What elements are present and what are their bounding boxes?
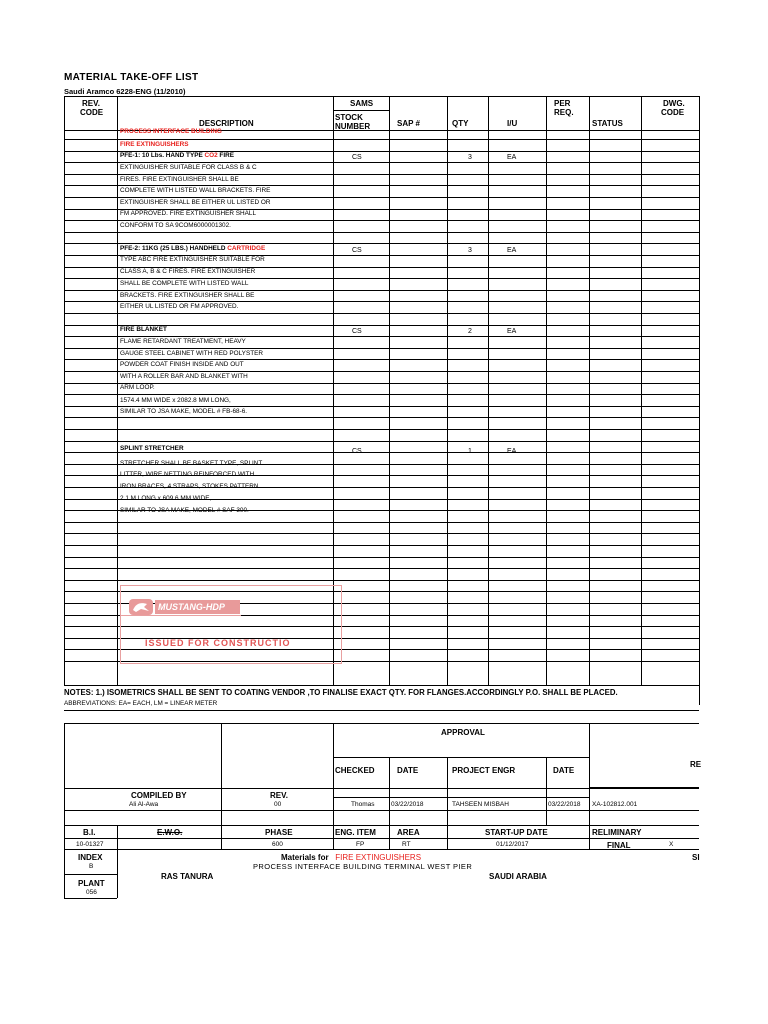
header-qty: QTY <box>452 119 469 128</box>
phase-value: 600 <box>272 841 283 848</box>
item-3-title: FIRE BLANKET <box>120 326 167 333</box>
table-row-line <box>64 290 699 291</box>
item-3-line: 1574.4 MM WIDE x 2082.8 MM LONG, <box>120 397 231 404</box>
table-row-line <box>64 313 699 314</box>
section-building: PROCESS INTERFACE BUILDING <box>120 128 222 135</box>
item-4-line: 2.1 M LONG x 609.6 MM WIDE, <box>120 495 212 502</box>
header-sap: SAP # <box>397 119 420 128</box>
re-label: RE <box>690 760 702 769</box>
table-border <box>64 96 699 97</box>
checked-label: CHECKED <box>335 766 375 775</box>
notes: NOTES: 1.) ISOMETRICS SHALL BE SENT TO COATING VENDOR ,TO FINALISE EXACT QTY. FOR FLANGES.ACCORDINGLY P.O. SHALL BE PLACED. <box>64 688 618 697</box>
table-row-line <box>64 278 699 279</box>
item-3-line: ARM LOOP. <box>120 384 155 391</box>
table-row-line <box>64 394 699 395</box>
materials-for: Materials for FIRE EXTINGUISHERS <box>281 853 422 862</box>
table-row-line <box>64 336 699 337</box>
eng-item-label: ENG. ITEM <box>335 828 376 837</box>
item-1-line: FM APPROVED. FIRE EXTINGUISHER SHALL <box>120 210 257 217</box>
table-row-line <box>64 545 699 546</box>
header-iu: I/U <box>507 119 518 128</box>
table-row-line <box>64 359 699 360</box>
table-right-border <box>699 96 700 705</box>
table-column-line <box>488 96 489 685</box>
table-row-line <box>64 174 699 175</box>
item-1-line: FIRES. FIRE EXTINGUISHER SHALL BE <box>120 176 239 183</box>
phase-label: PHASE <box>265 828 293 837</box>
item-4-line: STRETCHER SHALL BE BASKET TYPE, SPLINT <box>120 460 263 467</box>
table-row-line <box>64 557 699 558</box>
bottom-line <box>64 898 117 899</box>
item-1-line: COMPLETE WITH LISTED WALL BRACKETS. FIRE <box>120 187 271 194</box>
approval-top-border <box>64 710 699 711</box>
drawing-subtitle: PROCESS INTERFACE BUILDING TERMINAL WEST PIER <box>253 862 473 871</box>
header-stock-number: NUMBER <box>335 122 371 131</box>
item-4-qty: 1 <box>468 448 472 455</box>
item-3-iu: EA <box>507 328 517 335</box>
approval-col <box>447 757 448 825</box>
table-column-line <box>64 96 65 685</box>
approval-line <box>64 810 699 811</box>
table-column-line <box>117 96 118 685</box>
checked-date-value: 03/22/2018 <box>391 801 424 808</box>
startup-date-value: 01/12/2017 <box>496 841 529 848</box>
item-1-title: PFE-1: 10 Lbs. HAND TYPE CO2 FIRE <box>120 152 234 159</box>
bottom-line <box>64 825 699 826</box>
header-status: STATUS <box>592 119 623 128</box>
item-4-line: IRON BRACES, 4 STRAPS, STOKES PATTERN. <box>120 483 261 490</box>
sams-divider <box>333 110 389 111</box>
final-mark: X <box>669 841 674 848</box>
abbreviations: ABBREVIATIONS: EA= EACH, LM = LINEAR METER <box>64 700 218 707</box>
item-4-stock: CS <box>352 448 362 455</box>
bottom-line <box>64 849 699 850</box>
sheet-label: SI <box>692 853 700 862</box>
table-column-line <box>589 96 590 685</box>
header-per: PER <box>554 99 571 108</box>
item-2-line: TYPE ABC FIRE EXTINGUISHER SUITABLE FOR <box>120 256 265 263</box>
item-2-line: BRACKETS. FIRE EXTINGUISHER SHALL BE <box>120 292 255 299</box>
bottom-col <box>333 825 334 849</box>
header-rev-code: CODE <box>80 108 104 117</box>
table-row-line <box>64 139 699 140</box>
engr-date-value: 03/22/2018 <box>548 801 581 808</box>
item-2-line: EITHER UL LISTED OR FM APPROVED. <box>120 303 239 310</box>
table-row-line <box>64 406 699 407</box>
approval-col <box>389 757 390 825</box>
checked-value: Thomas <box>351 801 375 808</box>
table-row-line <box>64 243 699 244</box>
index-label: INDEX <box>78 853 103 862</box>
approval-line <box>333 797 589 798</box>
bottom-line <box>64 838 699 839</box>
approval-col <box>546 757 547 825</box>
item-4-line: LITTER, WIRE NETTING REINFORCED WITH <box>120 471 255 478</box>
date-label: DATE <box>397 766 419 775</box>
preliminary-label: RELIMINARY <box>592 828 642 837</box>
date-label-2: DATE <box>553 766 575 775</box>
item-1-stock: CS <box>352 154 362 161</box>
item-1-line: EXTINGUISHER SUITABLE FOR CLASS B & C <box>120 164 257 171</box>
approval-line <box>64 723 699 724</box>
bottom-col <box>64 825 65 898</box>
mustang-logo-icon <box>129 599 153 615</box>
item-2-iu: EA <box>507 247 517 254</box>
item-3-line: POWDER COAT FINISH INSIDE AND OUT <box>120 361 244 368</box>
item-1-iu: EA <box>507 154 517 161</box>
startup-date-label: START-UP DATE <box>485 828 548 837</box>
plant-label: PLANT <box>78 879 105 888</box>
rev-label: REV. <box>270 791 288 800</box>
table-row-line <box>64 383 699 384</box>
table-row-line <box>64 533 699 534</box>
project-engr-label: PROJECT ENGR <box>452 766 516 775</box>
rev-value: 00 <box>274 801 282 808</box>
table-column-line <box>641 96 642 685</box>
item-4-title: SPLINT STRETCHER <box>120 445 184 452</box>
ras-tanura: RAS TANURA <box>161 872 214 881</box>
table-row-line <box>64 232 699 233</box>
area-value: RT <box>402 841 411 848</box>
item-4-line: SIMILAR TO JSA MAKE, MODEL # SAF 300. <box>120 507 249 514</box>
approval-line <box>64 788 699 789</box>
table-row-line <box>64 162 699 163</box>
table-row-line <box>64 371 699 372</box>
issued-for-construction: ISSUED FOR CONSTRUCTIO <box>145 638 291 648</box>
bottom-col <box>389 825 390 849</box>
approval-label: APPROVAL <box>441 728 485 737</box>
table-row-line <box>64 441 699 442</box>
header-req: REQ. <box>554 108 574 117</box>
bottom-col <box>447 825 448 849</box>
plant-value: 056 <box>86 889 97 896</box>
page-title: MATERIAL TAKE-OFF LIST <box>64 72 199 83</box>
item-3-line: SIMILAR TO JSA MAKE, MODEL # FB-68-6. <box>120 408 248 415</box>
bottom-col <box>221 825 222 849</box>
header-stock: STOCK <box>335 113 363 122</box>
final-label: FINAL <box>607 841 631 850</box>
item-3-stock: CS <box>352 328 362 335</box>
item-2-line: CLASS A, B & C FIRES. FIRE EXTINGUISHER <box>120 268 256 275</box>
table-row-line <box>64 348 699 349</box>
form-number: Saudi Aramco 6228-ENG (11/2010) <box>64 87 186 96</box>
table-row-line <box>64 185 699 186</box>
bottom-col <box>589 825 590 849</box>
item-1-line: CONFORM TO SA 9COM6000001302. <box>120 222 231 229</box>
header-dwg: DWG. <box>663 99 685 108</box>
table-row-line <box>64 580 699 581</box>
item-3-qty: 2 <box>468 328 472 335</box>
item-2-qty: 3 <box>468 247 472 254</box>
eng-item-value: FP <box>356 841 365 848</box>
item-3-line: WITH A ROLLER BAR AND BLANKET WITH <box>120 373 248 380</box>
table-row-line <box>64 568 699 569</box>
item-1-qty: 3 <box>468 154 472 161</box>
table-row-line <box>64 522 699 523</box>
section-fire-extinguishers: FIRE EXTINGUISHERS <box>120 141 189 148</box>
bi-value: 10-01327 <box>76 841 104 848</box>
project-engr-value: TAHSEEN MISBAH <box>452 801 509 808</box>
table-row-line <box>64 417 699 418</box>
mustang-logo-text: MUSTANG-HDP <box>155 600 240 614</box>
index-value: B <box>89 863 94 870</box>
item-2-stock: CS <box>352 247 362 254</box>
document-number: XA-102812.001 <box>592 801 638 808</box>
item-3-line: FLAME RETARDANT TREATMENT, HEAVY <box>120 338 246 345</box>
compiled-by-value: Ali Al-Awa <box>129 801 159 808</box>
table-row-line <box>64 301 699 302</box>
construction-stamp <box>120 585 342 664</box>
table-row-line <box>64 429 699 430</box>
item-4-iu: EA <box>507 448 517 455</box>
header-rev: REV. <box>82 99 100 108</box>
table-row-line <box>64 220 699 221</box>
approval-line <box>333 757 589 758</box>
bottom-col <box>117 825 118 898</box>
item-1-line: EXTINGUISHER SHALL BE EITHER UL LISTED OR <box>120 199 271 206</box>
item-2-line: SHALL BE COMPLETE WITH LISTED WALL <box>120 280 249 287</box>
table-column-line <box>447 96 448 685</box>
header-description: DESCRIPTION <box>199 119 254 128</box>
table-bottom-border <box>64 685 699 686</box>
item-3-line: GAUGE STEEL CABINET WITH RED POLYSTER <box>120 350 263 357</box>
ewo-label: E.W.O. <box>157 828 183 837</box>
bottom-line <box>64 874 117 875</box>
area-label: AREA <box>397 828 420 837</box>
table-row-line <box>64 197 699 198</box>
bi-label: B.I. <box>83 828 96 837</box>
table-column-line <box>546 96 547 685</box>
compiled-by-label: COMPILED BY <box>131 791 187 800</box>
table-column-line <box>389 96 390 685</box>
saudi-arabia: SAUDI ARABIA <box>489 872 547 881</box>
header-sams: SAMS <box>350 99 374 108</box>
header-dwg-code: CODE <box>661 108 685 117</box>
item-2-title: PFE-2: 11KG (25 LBS.) HANDHELD CARTRIDGE <box>120 245 266 252</box>
